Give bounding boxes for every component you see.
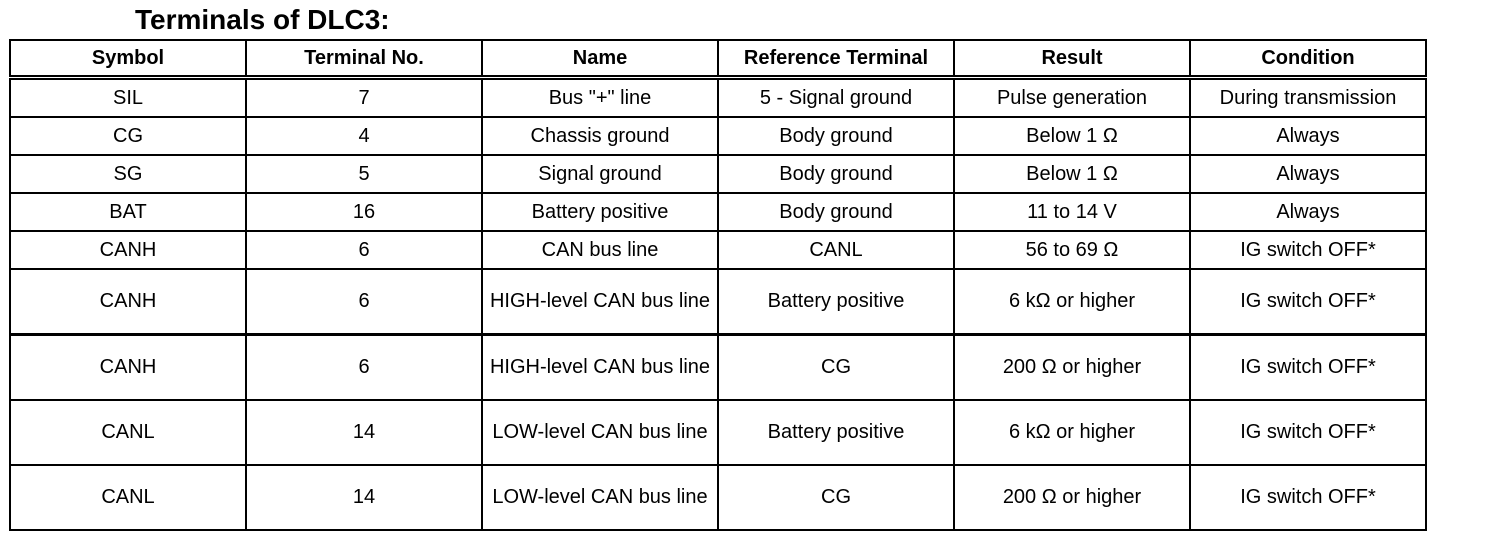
cell-result: Pulse generation <box>954 78 1190 118</box>
cell-reference-terminal: Body ground <box>718 117 954 155</box>
column-header-result: Result <box>954 40 1190 78</box>
cell-reference-terminal: Battery positive <box>718 400 954 465</box>
cell-symbol: CG <box>10 117 246 155</box>
cell-result: Below 1 Ω <box>954 117 1190 155</box>
cell-symbol: CANL <box>10 465 246 530</box>
cell-result: 56 to 69 Ω <box>954 231 1190 269</box>
column-header-reference-terminal: Reference Terminal <box>718 40 954 78</box>
cell-condition: Always <box>1190 117 1426 155</box>
cell-name: CAN bus line <box>482 231 718 269</box>
cell-name: HIGH-level CAN bus line <box>482 269 718 335</box>
cell-condition: Always <box>1190 193 1426 231</box>
cell-name: Battery positive <box>482 193 718 231</box>
table-row <box>10 231 1426 269</box>
table-row <box>10 193 1426 231</box>
cell-result: 200 Ω or higher <box>954 465 1190 530</box>
cell-result: 6 kΩ or higher <box>954 400 1190 465</box>
cell-reference-terminal: 5 - Signal ground <box>718 78 954 118</box>
table-row <box>10 117 1426 155</box>
cell-reference-terminal: CG <box>718 335 954 401</box>
cell-name: LOW-level CAN bus line <box>482 400 718 465</box>
cell-reference-terminal: Body ground <box>718 155 954 193</box>
cell-condition: Always <box>1190 155 1426 193</box>
cell-condition: IG switch OFF* <box>1190 231 1426 269</box>
cell-terminal-no: 4 <box>246 117 482 155</box>
table-row <box>10 335 1426 401</box>
cell-symbol: SIL <box>10 78 246 118</box>
cell-symbol: CANH <box>10 231 246 269</box>
table-row <box>10 465 1426 530</box>
cell-condition: IG switch OFF* <box>1190 335 1426 401</box>
column-header-condition: Condition <box>1190 40 1426 78</box>
table-row <box>10 155 1426 193</box>
cell-result: 11 to 14 V <box>954 193 1190 231</box>
cell-terminal-no: 5 <box>246 155 482 193</box>
page-title: Terminals of DLC3: <box>135 4 390 35</box>
cell-symbol: SG <box>10 155 246 193</box>
cell-symbol: CANH <box>10 335 246 401</box>
table-row <box>10 400 1426 465</box>
cell-condition: During transmission <box>1190 78 1426 118</box>
cell-terminal-no: 6 <box>246 269 482 335</box>
column-header-name: Name <box>482 40 718 78</box>
cell-terminal-no: 7 <box>246 78 482 118</box>
cell-name: HIGH-level CAN bus line <box>482 335 718 401</box>
cell-symbol: BAT <box>10 193 246 231</box>
cell-symbol: CANL <box>10 400 246 465</box>
column-header-terminal-no: Terminal No. <box>246 40 482 78</box>
cell-terminal-no: 6 <box>246 335 482 401</box>
column-header-symbol: Symbol <box>10 40 246 78</box>
table-row <box>10 78 1426 118</box>
table-row <box>10 269 1426 335</box>
cell-result: 200 Ω or higher <box>954 335 1190 401</box>
cell-reference-terminal: Body ground <box>718 193 954 231</box>
cell-result: Below 1 Ω <box>954 155 1190 193</box>
cell-terminal-no: 6 <box>246 231 482 269</box>
cell-terminal-no: 14 <box>246 465 482 530</box>
cell-reference-terminal: Battery positive <box>718 269 954 335</box>
table-header-row <box>10 40 1426 78</box>
cell-condition: IG switch OFF* <box>1190 465 1426 530</box>
cell-terminal-no: 14 <box>246 400 482 465</box>
cell-name: Chassis ground <box>482 117 718 155</box>
cell-reference-terminal: CANL <box>718 231 954 269</box>
terminals-table <box>9 39 1427 531</box>
cell-condition: IG switch OFF* <box>1190 400 1426 465</box>
cell-name: LOW-level CAN bus line <box>482 465 718 530</box>
cell-condition: IG switch OFF* <box>1190 269 1426 335</box>
cell-terminal-no: 16 <box>246 193 482 231</box>
cell-result: 6 kΩ or higher <box>954 269 1190 335</box>
cell-symbol: CANH <box>10 269 246 335</box>
cell-reference-terminal: CG <box>718 465 954 530</box>
cell-name: Signal ground <box>482 155 718 193</box>
cell-name: Bus "+" line <box>482 78 718 118</box>
